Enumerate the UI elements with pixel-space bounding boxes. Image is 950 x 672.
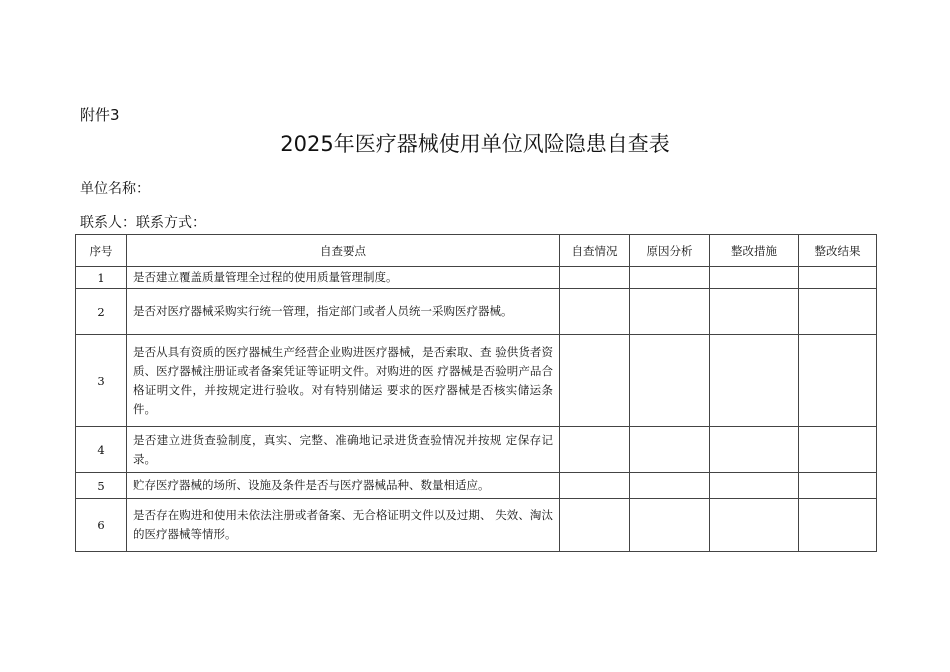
row-check-point: 是否建立进货查验制度，真实、完整、准确地记录进货查验情况并按规 定保存记录。 <box>127 427 560 473</box>
cell-rectification-measures[interactable] <box>710 427 799 473</box>
cell-rectification-result[interactable] <box>799 427 877 473</box>
row-number: 2 <box>76 289 127 335</box>
cell-check-status[interactable] <box>560 267 630 289</box>
cell-cause-analysis[interactable] <box>630 473 710 499</box>
row-check-point: 是否对医疗器械采购实行统一管理，指定部门或者人员统一采购医疗器械。 <box>127 289 560 335</box>
cell-rectification-result[interactable] <box>799 473 877 499</box>
cell-check-status[interactable] <box>560 499 630 552</box>
header-rectification-measures: 整改措施 <box>710 235 799 267</box>
cell-check-status[interactable] <box>560 473 630 499</box>
header-check-point: 自查要点 <box>127 235 560 267</box>
row-check-point: 贮存医疗器械的场所、设施及条件是否与医疗器械品种、数量相适应。 <box>127 473 560 499</box>
cell-rectification-result[interactable] <box>799 267 877 289</box>
header-rectification-result: 整改结果 <box>799 235 877 267</box>
cell-cause-analysis[interactable] <box>630 427 710 473</box>
cell-rectification-measures[interactable] <box>710 473 799 499</box>
attachment-label: 附件3 <box>80 106 120 124</box>
header-check-status: 自查情况 <box>560 235 630 267</box>
row-check-point: 是否存在购进和使用未依法注册或者备案、无合格证明文件以及过期、 失效、淘汰的医疗器械等情形。 <box>127 499 560 552</box>
table-row <box>76 267 877 289</box>
header-number: 序号 <box>76 235 127 267</box>
table-row <box>76 335 877 427</box>
row-number: 6 <box>76 499 127 552</box>
cell-rectification-measures[interactable] <box>710 267 799 289</box>
table-row <box>76 427 877 473</box>
cell-rectification-measures[interactable] <box>710 289 799 335</box>
row-number: 5 <box>76 473 127 499</box>
table-row <box>76 473 877 499</box>
cell-cause-analysis[interactable] <box>630 499 710 552</box>
row-check-point: 是否建立覆盖质量管理全过程的使用质量管理制度。 <box>127 267 560 289</box>
table-row <box>76 289 877 335</box>
cell-rectification-measures[interactable] <box>710 499 799 552</box>
unit-name-label: 单位名称： <box>80 181 150 197</box>
cell-rectification-result[interactable] <box>799 289 877 335</box>
cell-cause-analysis[interactable] <box>630 289 710 335</box>
table-row <box>76 499 877 552</box>
header-cause-analysis: 原因分析 <box>630 235 710 267</box>
cell-cause-analysis[interactable] <box>630 335 710 427</box>
cell-check-status[interactable] <box>560 289 630 335</box>
row-number: 4 <box>76 427 127 473</box>
cell-rectification-measures[interactable] <box>710 335 799 427</box>
cell-check-status[interactable] <box>560 427 630 473</box>
cell-rectification-result[interactable] <box>799 335 877 427</box>
table-header-row <box>76 235 877 267</box>
self-check-table <box>75 234 877 552</box>
contact-label: 联系人：联系方式： <box>80 215 206 231</box>
cell-check-status[interactable] <box>560 335 630 427</box>
cell-rectification-result[interactable] <box>799 499 877 552</box>
row-number: 1 <box>76 267 127 289</box>
row-check-point: 是否从具有资质的医疗器械生产经营企业购进医疗器械，是否索取、查 验供货者资质、医疗器械注册证或者备案凭证等证明文件。对购进的医 疗器械是否验明产品合格证明文件，并按规定进行验收。对有特别储运 要求的医疗器械是否核实储运条件。 <box>127 335 560 427</box>
cell-cause-analysis[interactable] <box>630 267 710 289</box>
page-title: 2025年医疗器械使用单位风险隐患自查表 <box>280 132 670 156</box>
row-number: 3 <box>76 335 127 427</box>
